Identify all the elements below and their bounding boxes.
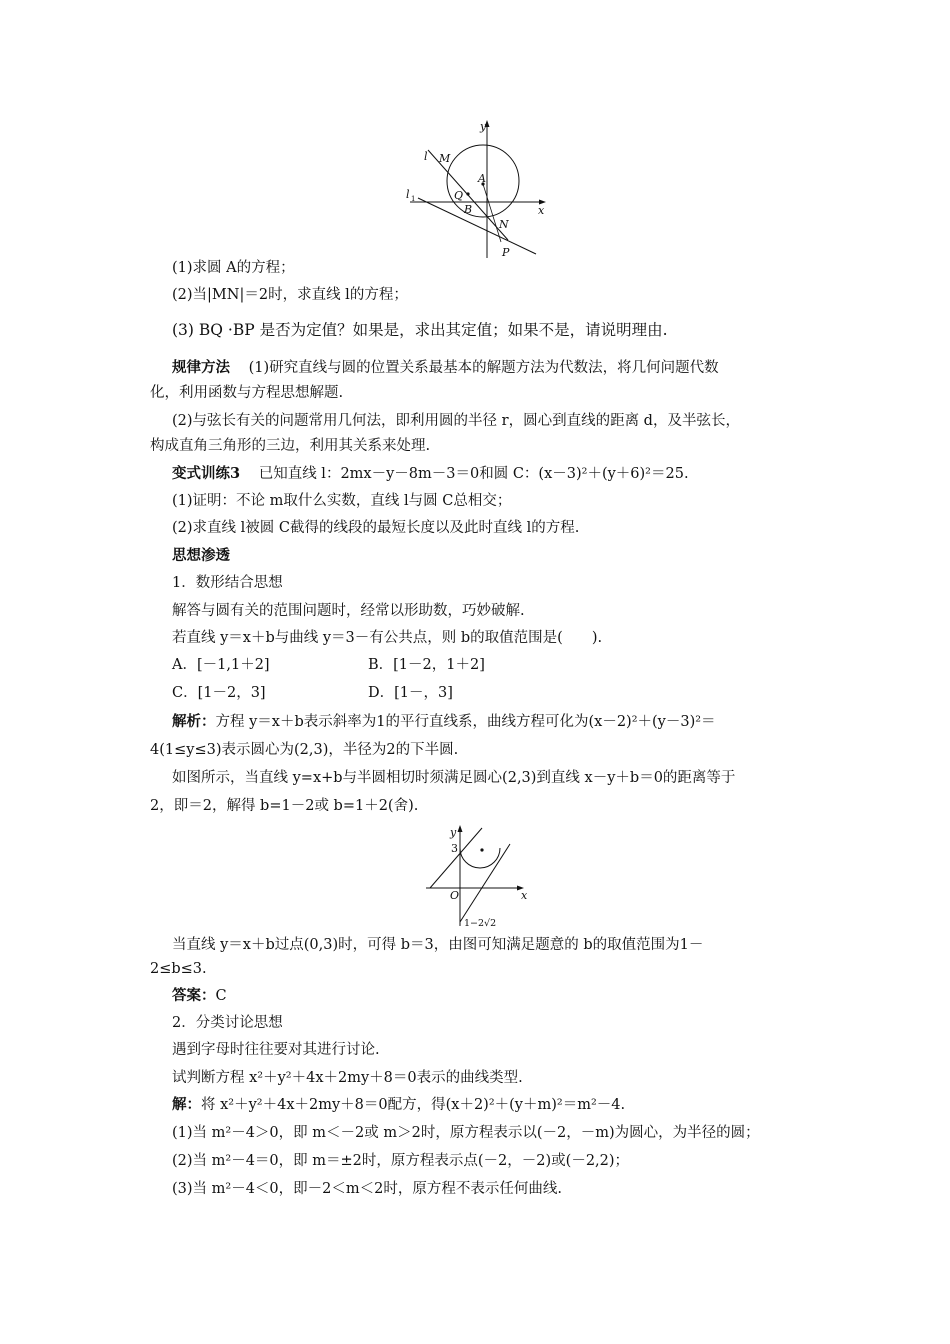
label-l1: l [406, 188, 410, 201]
analysis-title: 解析： [172, 713, 216, 730]
analysis-line-1 [172, 712, 716, 732]
method-line-3: (2)与弦长有关的问题常用几何法，即利用圆的半径 r，圆心到直线的距离 d，及半弦长， [172, 413, 740, 429]
choice-a: A．[－1,1＋2] [172, 657, 270, 673]
answer-value: C [215, 988, 227, 1004]
analysis-text-1: 方程 y＝x＋b表示斜率为1的平行直线系，曲线方程可化为(x－2)²＋(y－3)²＝ [215, 714, 716, 730]
case-2: (2)当 m²－4＝0，即 m＝±2时，原方程表示点(－2，－2)或(－2,2)； [172, 1153, 630, 1169]
analysis-line-4: 2，即＝2，解得 b=1－2或 b=1＋2(舍). [150, 798, 419, 814]
solution-text: 将 x²＋y²＋4x＋2my＋8＝0配方，得(x＋2)²＋(y＋m)²＝m²－4. [201, 1097, 626, 1113]
choice-c: C．[1－2，3] [172, 685, 266, 701]
idea-title: 思想渗透 [172, 547, 230, 564]
semicircle-figure [420, 822, 532, 932]
label-x-axis: x [538, 204, 545, 217]
method-title: 规律方法 [172, 359, 230, 376]
variant-q2: (2)求直线 l被圆 C截得的线段的最短长度以及此时直线 l的方程. [172, 520, 580, 536]
label-M: M [439, 152, 451, 165]
method-line-2: 化，利用函数与方程思想解题. [150, 385, 344, 401]
section-1-title: 1．数形结合思想 [172, 575, 283, 591]
answer-title: 答案： [172, 987, 216, 1004]
label-N: N [499, 218, 509, 231]
label-y-axis: y [480, 120, 487, 133]
method-line-4: 构成直角三角形的三边，利用其关系来处理. [150, 438, 431, 454]
label-x-axis-2: x [521, 889, 528, 902]
label-B: B [464, 203, 473, 216]
label-origin: O [450, 889, 460, 902]
circle-figure [400, 118, 550, 260]
solution-title: 解： [172, 1096, 201, 1113]
section-2-question: 试判断方程 x²＋y²＋4x＋2my＋8＝0表示的曲线类型. [172, 1070, 523, 1086]
case-3: (3)当 m²－4＜0，即－2＜m＜2时，原方程不表示任何曲线. [172, 1181, 562, 1197]
section-1-intro: 解答与圆有关的范围问题时，经常以形助数，巧妙破解. [172, 603, 525, 619]
analysis-line-3: 如图所示，当直线 y=x+b与半圆相切时须满足圆心(2,3)到直线 x－y＋b＝0的距离等于 [172, 770, 736, 786]
label-A: A [478, 172, 486, 185]
method-text-1: (1)研究直线与圆的位置关系最基本的解题方法为代数法，将几何问题代数 [248, 360, 719, 376]
answer-line [172, 986, 227, 1006]
question-3: (3) BQ ·BP 是否为定值？如果是，求出其定值；如果不是，请说明理由. [172, 321, 668, 339]
label-l1-subscript: 1 [411, 195, 416, 203]
label-intercept: 1−2√2 [464, 918, 497, 929]
solution-line [172, 1095, 625, 1115]
section-2-title: 2．分类讨论思想 [172, 1015, 283, 1031]
variant-q1: (1)证明：不论 m取什么实数，直线 l与圆 C总相交； [172, 493, 512, 509]
question-2: (2)当|MN|＝2时，求直线 l的方程； [172, 287, 408, 303]
method-line-1 [172, 358, 719, 378]
choice-d: D．[1－，3] [368, 685, 453, 701]
question-1: (1)求圆 A的方程； [172, 260, 295, 276]
section-1-question: 若直线 y＝x＋b与曲线 y＝3－有公共点，则 b的取值范围是( ). [172, 630, 603, 646]
label-P: P [502, 246, 510, 259]
variant-text: 已知直线 l：2mx－y－8m－3＝0和圆 C：(x－3)²＋(y＋6)²＝25. [258, 466, 689, 482]
analysis-line-5: 当直线 y＝x＋b过点(0,3)时，可得 b＝3，由图可知满足题意的 b的取值范围为1－ [172, 937, 704, 953]
analysis-line-2: 4(1≤y≤3)表示圆心为(2,3)，半径为2的下半圆. [150, 742, 459, 758]
choice-b: B．[1－2，1＋2] [368, 657, 485, 673]
label-three: 3 [451, 842, 458, 855]
section-2-intro: 遇到字母时往往要对其进行讨论. [172, 1042, 380, 1058]
variant-line [172, 464, 689, 484]
variant-title: 变式训练3 [172, 465, 241, 482]
label-l: l [424, 150, 428, 163]
label-Q: Q [454, 189, 464, 202]
analysis-line-6: 2≤b≤3. [150, 961, 207, 977]
case-1: (1)当 m²－4＞0，即 m＜－2或 m＞2时，原方程表示以(－2，－m)为圆心，为半径的圆； [172, 1125, 760, 1141]
label-y-axis-2: y [450, 826, 457, 839]
